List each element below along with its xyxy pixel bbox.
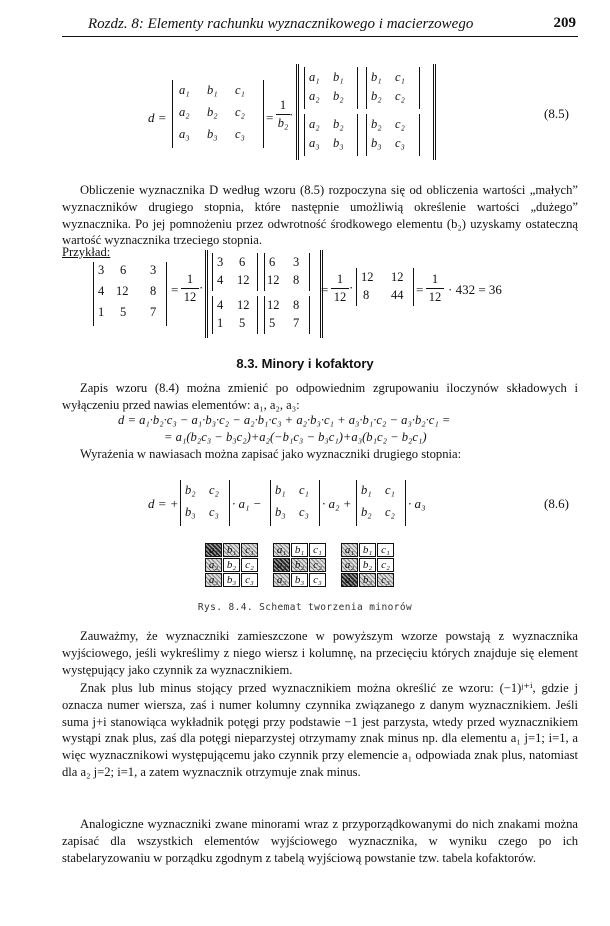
frac-denominator: 12 [428,290,442,304]
running-title: Rozdz. 8: Elementy rachunku wyznacznikowego i macierzowego [88,16,474,32]
minor-grid-cell: b₂ [359,558,376,572]
minor-grid-cell: a₂ [273,558,290,572]
minor-grid-cell: a₁ [205,543,222,557]
minor-grid-cell: a₁ [273,543,290,557]
expansion-line-2: = a₁(b₂c₃ − b₃c₂)+a₂(−b₁c₃ − b₃c₁)+a₃(b₁c₂ − b₂c₁) [164,430,427,444]
det-cell: 12 [391,270,404,284]
frac-denominator: b₂ [277,116,289,130]
frac-numerator: 1 [186,272,194,286]
example-fraction-3 [426,272,444,305]
det-cell: b₁ [361,483,372,497]
det-cell: 3 [150,263,157,277]
page-number: 209 [553,15,576,31]
example-equals-2: = [321,282,329,297]
minor-grid-cell: c₁ [377,543,394,557]
paragraph-4: Zauważmy, że wyznaczniki zamieszczone w powyższym wzorze powstają z wyznacznika wyjściowego, jeśli wykreślimy z niego wiersz i kolumnę, na przecięciu których znajduje się element występujący jako czynnik za wyznacznikiem. [62,629,578,677]
minor-grid-cell: c₃ [377,573,394,587]
section-heading: 8.3. Minory i kofaktory [236,356,374,371]
det-cell: c₃ [209,505,219,519]
example-subdet-4 [264,296,310,334]
paragraph-5: Znak plus lub minus stojący przed wyznacznikiem można określić ze wzoru: (−1)ʲ⁺ⁱ, gdzie j oznacza numer wiersza, zaś i numer kolumny czynnika związanego z danym wyznacznikiem. Jeśli suma j+i stanowiąca wykładnik potęgi przy podstawie −1 jest parzysta, wtedy przed wyznacznikiem wystąpi znak plus, zaś dla potęgi nieparzystej otrzymamy znak minus np. dla elementu a₁ j=1; i=1, a więc wyznacznikowi występującemu jako czynnik przy elemencie a₁ odpowiada znak plus, natomiast dla a₂ j=2; i=1, a zatem wyznacznik otrzymuje znak minus. [62,681,578,779]
det-cell: 8 [293,298,300,312]
frac-numerator: 1 [279,98,287,112]
det-cell: b₁ [371,70,382,84]
det-cell: 12 [237,298,250,312]
det-cell: b₁ [275,483,286,497]
frac-bar [331,288,349,289]
paragraph-1: Obliczenie wyznacznika D według wzoru (8.5) rozpoczyna się od obliczenia wartości „małych” wyznaczników drugiego stopnia, które następnie umożliwią określenie wartości „dużego” wyznacznika. Po jej pomnożeniu przez odwrotność środkowego elementu (b₂) uzyskamy ostateczną wartość wyznacznika trzeciego stopnia. [62,183,578,248]
det-cell: 7 [150,305,157,319]
det-cell: 4 [217,298,224,312]
eq86-factor-3: · a₃ [408,496,426,511]
det-cell: c₂ [235,105,245,119]
det-cell: 3 [98,263,105,277]
minor-grid-cell: a₃ [273,573,290,587]
minor-grid-cell: c₂ [241,558,258,572]
equation-8-6 [0,474,610,534]
det-cell: b₃ [275,505,286,519]
det-cell: 12 [237,273,250,287]
figure-caption: Rys. 8.4. Schemat tworzenia minorów [197,602,413,613]
minor-grid-cell: c₂ [309,558,326,572]
eq86-lhs: d = + [148,496,179,511]
minor-grid-cell: b₁ [223,543,240,557]
det-cell: c₂ [395,117,405,131]
example-subdet-2 [264,253,310,291]
example-dot-1: · [199,280,204,295]
det-cell: b₁ [207,83,218,97]
eq85-subdet-3 [304,114,358,156]
det-cell: 3 [217,255,224,269]
eq86-det-2 [270,480,320,526]
eq85-number: (8.5) [544,106,569,121]
eq85-subdet-2 [366,67,420,109]
det-cell: 7 [293,316,300,330]
minor-grid-cell: b₃ [291,573,308,587]
det-cell: b₃ [185,505,196,519]
det-cell: a₃ [179,127,190,141]
det-cell: 3 [293,255,300,269]
det-cell: c₁ [235,83,245,97]
paragraph-2: Zapis wzoru (8.4) można zmienić po odpowiednim zgrupowaniu iloczynów składowych i wyłączeniu przed nawias elementów: a₁, a₂, a₃: [62,381,578,412]
det-cell: 6 [120,263,127,277]
det-cell: b₂ [207,105,218,119]
det-cell: b₃ [207,127,218,141]
det-cell: 44 [391,288,404,302]
det-cell: a₃ [309,136,320,150]
det-cell: b₂ [185,483,196,497]
minor-grid-cell: c₃ [309,573,326,587]
eq85-lhs: d = [148,110,167,125]
det-cell: 1 [217,316,224,330]
minor-grid-cell: b₁ [291,543,308,557]
det-cell: 12 [267,298,280,312]
minor-grid-cell: c₂ [377,558,394,572]
example-label: Przykład: [62,245,111,259]
det-cell: 6 [269,255,276,269]
det-cell: a₂ [309,117,320,131]
eq85-dot: · [289,107,294,122]
example-equals-3: = [416,282,424,297]
minor-grid-cell: b₃ [223,573,240,587]
det-cell: b₂ [371,89,382,103]
frac-denominator: 12 [183,290,197,304]
det-cell: b₂ [333,117,344,131]
eq86-factor-1: · a₁ − [232,496,262,511]
eq86-det-3 [356,480,406,526]
det-cell: c₂ [209,483,219,497]
minor-grid-cell: a₃ [341,573,358,587]
det-cell: a₁ [179,83,190,97]
det-cell: b₂ [333,89,344,103]
det-cell: 6 [239,255,246,269]
det-cell: c₁ [395,70,405,84]
det-cell: 8 [293,273,300,287]
det-cell: 5 [239,316,246,330]
equation-8-5 [0,0,610,170]
example-fraction-1 [181,272,199,305]
example-equals-1: = [171,282,179,297]
paragraph-6: Analogiczne wyznaczniki zwane minorami wraz z przyporządkowanymi do nich znakami można zapisać dla wszystkich elementów wyjściowego wyznacznika, w wyniku czego po ich stabelaryzowaniu w porządku zgodnym z tabelą wyjściową powstanie tzw. tabela kofaktorów. [62,817,578,865]
paragraph-3: Wyrażenia w nawiasach można zapisać jako wyznaczniki drugiego stopnia: [80,447,462,461]
eq85-left-det [172,80,264,148]
eq86-number: (8.6) [544,496,569,511]
det-cell: b₃ [371,136,382,150]
det-cell: c₂ [395,89,405,103]
frac-numerator: 1 [431,272,439,286]
det-cell: b₃ [333,136,344,150]
minor-grid-cell: b₂ [291,558,308,572]
det-cell: a₂ [309,89,320,103]
det-cell: c₁ [385,483,395,497]
det-cell: 8 [363,288,370,302]
example-matrix3 [93,262,167,326]
det-cell: a₂ [179,105,190,119]
det-cell: 12 [116,284,129,298]
det-cell: c₃ [235,127,245,141]
example-block [0,244,610,344]
frac-numerator: 1 [336,272,344,286]
det-cell: b₂ [361,505,372,519]
eq86-det-1 [180,480,230,526]
minor-grid-cell: c₁ [309,543,326,557]
det-cell: b₂ [371,117,382,131]
det-cell: 12 [361,270,374,284]
expansion-line-1: d = a₁·b₂·c₃ − a₁·b₃·c₂ − a₂·b₁·c₃ + a₂·b₃·c₁ + a₃·b₁·c₂ − a₃·b₂·c₁ = [118,413,451,427]
minor-grid-cell: c₃ [241,573,258,587]
figure-minor-scheme [205,543,405,593]
eq85-equals: = [266,110,274,125]
eq85-fraction [276,98,290,131]
frac-bar [276,114,290,115]
det-cell: a₁ [309,70,320,84]
det-cell: c₃ [395,136,405,150]
example-final-result: · 432 = 36 [448,282,502,297]
det-cell: 4 [98,284,105,298]
eq86-factor-2: · a₂ + [322,496,352,511]
minor-grid [205,543,259,588]
minor-grid-cell: c₁ [241,543,258,557]
minor-grid-cell: a₁ [341,543,358,557]
example-step2-det [356,268,414,306]
det-cell: c₂ [385,505,395,519]
eq85-subdet-4 [366,114,420,156]
minor-grid-cell: a₃ [205,573,222,587]
minor-grid-cell: b₁ [359,543,376,557]
det-cell: 8 [150,284,157,298]
det-cell: 4 [217,273,224,287]
example-fraction-2 [331,272,349,305]
det-cell: 12 [267,273,280,287]
minor-grid [273,543,327,588]
det-cell: 1 [98,305,105,319]
det-cell: c₁ [299,483,309,497]
example-dot-2: · [349,280,354,295]
example-subdet-3 [212,296,258,334]
minor-grid-cell: b₂ [223,558,240,572]
eq85-subdet-1 [304,67,358,109]
det-cell: c₃ [299,505,309,519]
det-cell: b₁ [333,70,344,84]
frac-bar [181,288,199,289]
minor-grid-cell: a₂ [341,558,358,572]
minor-grid-cell: a₂ [205,558,222,572]
frac-denominator: 12 [333,290,347,304]
example-subdet-1 [212,253,258,291]
det-cell: 5 [120,305,127,319]
minor-grid-cell: b₃ [359,573,376,587]
minor-grid [341,543,395,588]
frac-bar [426,288,444,289]
det-cell: 5 [269,316,276,330]
